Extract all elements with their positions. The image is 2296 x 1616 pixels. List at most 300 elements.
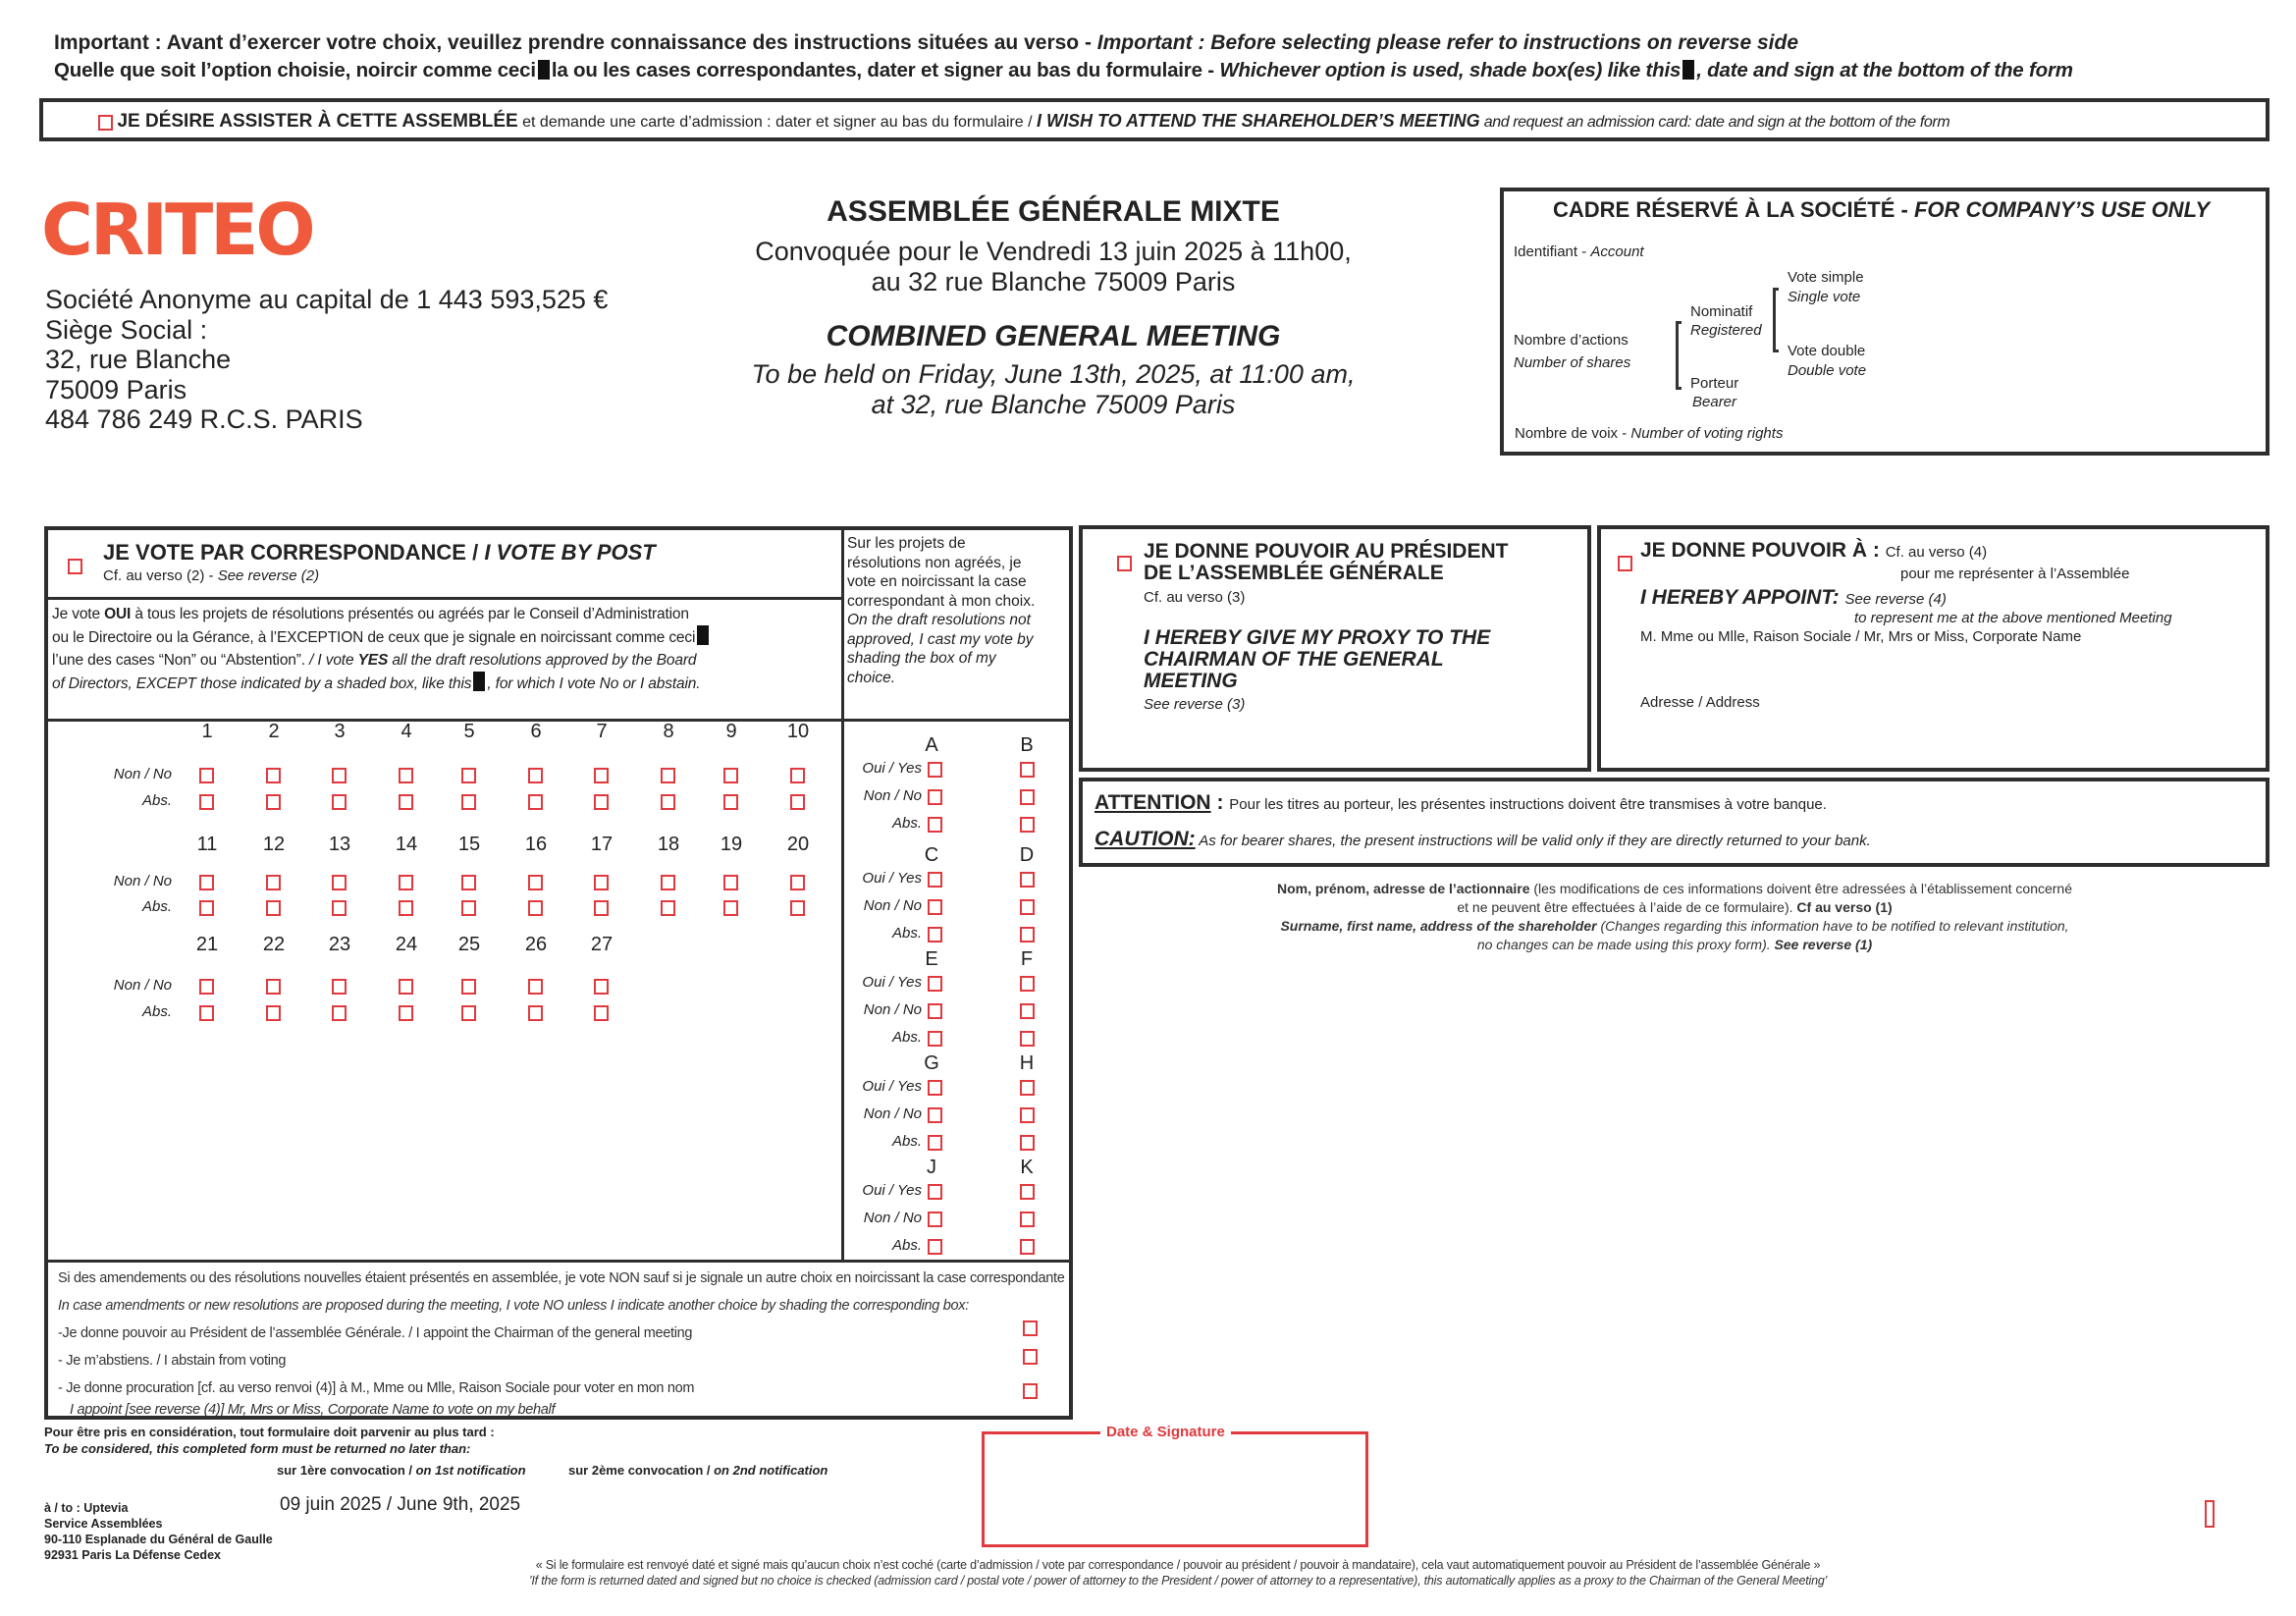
label-yes: Oui / Yes bbox=[862, 760, 922, 777]
resolution-letter: J bbox=[927, 1157, 936, 1178]
label-yes: Oui / Yes bbox=[862, 870, 922, 887]
resolution-number: 1 bbox=[201, 721, 213, 742]
label-no: Non / No bbox=[863, 1001, 922, 1018]
resolution-F-yes-checkbox[interactable] bbox=[1020, 976, 1035, 992]
resolution-B-yes-checkbox[interactable] bbox=[1020, 762, 1035, 778]
second-notification bbox=[568, 1463, 828, 1478]
resolution-H-no-checkbox-wrap bbox=[1020, 1106, 1035, 1124]
label-no: Non / No bbox=[863, 787, 922, 804]
resolution-F-no-checkbox[interactable] bbox=[1020, 1003, 1035, 1019]
bearer-en: Bearer bbox=[1692, 394, 1737, 410]
attend-row bbox=[98, 111, 1949, 133]
resolution-7-no-checkbox[interactable] bbox=[594, 768, 609, 783]
attend-title: JE DÉSIRE ASSISTER À CETTE ASSEMBLÉE bbox=[117, 111, 518, 132]
vote-by-post-checkbox[interactable] bbox=[68, 559, 82, 574]
divider bbox=[841, 530, 844, 1262]
shaded-box-icon bbox=[538, 60, 550, 80]
resolution-E-no-checkbox-wrap bbox=[928, 1002, 942, 1020]
resolution-8-abs-checkbox[interactable] bbox=[661, 794, 675, 810]
resolution-8-no-checkbox[interactable] bbox=[661, 768, 675, 783]
resolution-C-yes-checkbox[interactable] bbox=[928, 872, 942, 888]
resolution-G-no-checkbox-wrap bbox=[928, 1106, 942, 1124]
resolution-number: 18 bbox=[657, 834, 680, 855]
resolution-20-abs-checkbox-wrap bbox=[790, 899, 805, 917]
header-line-2-en-b: , date and sign at the bottom of the form bbox=[1696, 59, 2073, 81]
president-title-1: JE DONNE POUVOIR AU PRÉSIDENT bbox=[1144, 540, 1509, 563]
bearer-fr: Porteur bbox=[1690, 375, 1739, 392]
resolution-number: 7 bbox=[596, 721, 608, 742]
resolution-K-no-checkbox-wrap bbox=[1020, 1211, 1035, 1228]
resolution-H-yes-checkbox[interactable] bbox=[1020, 1080, 1035, 1096]
meeting-fr-2: au 32 rue Blanche 75009 Paris bbox=[871, 267, 1236, 296]
resolution-B-yes-checkbox-wrap bbox=[1020, 761, 1035, 779]
resolution-K-abs-checkbox-wrap bbox=[1020, 1238, 1035, 1256]
resolution-18-abs-checkbox[interactable] bbox=[661, 900, 675, 916]
second-label: sur 2ème convocation / bbox=[568, 1463, 715, 1478]
company-use-title-en: FOR COMPANY’S USE ONLY bbox=[1913, 197, 2211, 222]
resolution-8-abs-checkbox-wrap bbox=[661, 793, 675, 811]
resolution-4-abs-checkbox[interactable] bbox=[399, 794, 413, 810]
divider bbox=[48, 1260, 1069, 1263]
account-fr: Identifiant - bbox=[1514, 243, 1591, 260]
deadline-date: 09 juin 2025 / June 9th, 2025 bbox=[280, 1494, 521, 1515]
resolution-13-abs-checkbox[interactable] bbox=[332, 900, 347, 916]
company-rcs: 484 786 249 R.C.S. PARIS bbox=[45, 404, 363, 434]
resolution-C-no-checkbox[interactable] bbox=[928, 899, 942, 915]
attend-checkbox[interactable] bbox=[98, 115, 113, 131]
resolution-H-abs-checkbox[interactable] bbox=[1020, 1135, 1035, 1151]
resolution-E-abs-checkbox[interactable] bbox=[928, 1031, 942, 1047]
resolution-1-abs-checkbox[interactable] bbox=[199, 794, 214, 810]
resolution-number: 10 bbox=[786, 721, 810, 742]
resolution-15-no-checkbox[interactable] bbox=[461, 875, 476, 890]
resolution-17-no-checkbox-wrap bbox=[594, 874, 609, 891]
resolution-10-abs-checkbox-wrap bbox=[790, 793, 805, 811]
shareholder-fr-b: Nom, prénom, adresse de l’actionnaire bbox=[1276, 881, 1530, 896]
resolution-5-no-checkbox[interactable] bbox=[461, 768, 476, 783]
resolution-25-no-checkbox-wrap bbox=[461, 978, 476, 996]
appoint-address-label[interactable]: Adresse / Address bbox=[1640, 694, 1760, 711]
attention-sep: : bbox=[1210, 791, 1230, 814]
resolution-G-no-checkbox[interactable] bbox=[928, 1107, 942, 1123]
unapproved-fr-2: vote en noircissant la case bbox=[847, 573, 1027, 590]
header-line-1-en: Important : Before selecting please refer to instructions on reverse side bbox=[1096, 31, 1799, 54]
address-to: à / to : Uptevia bbox=[44, 1501, 129, 1515]
resolution-19-no-checkbox[interactable] bbox=[723, 875, 738, 890]
resolution-K-no-checkbox[interactable] bbox=[1020, 1212, 1035, 1227]
resolution-23-abs-checkbox[interactable] bbox=[332, 1005, 347, 1021]
appoint-en-2: to represent me at the above mentioned Meeting bbox=[1854, 610, 2172, 626]
shareholder-fr-2: et ne peuvent être effectuées à l’aide de ce formulaire). bbox=[1457, 899, 1797, 915]
resolution-number: 9 bbox=[725, 721, 737, 742]
resolution-J-yes-checkbox[interactable] bbox=[928, 1184, 942, 1200]
first-label-en: on 1st notification bbox=[415, 1463, 526, 1478]
resolution-6-abs-checkbox[interactable] bbox=[528, 794, 543, 810]
return-address bbox=[44, 1500, 273, 1563]
resolution-13-no-checkbox-wrap bbox=[332, 874, 347, 891]
shares-en: Number of shares bbox=[1514, 354, 1631, 371]
resolution-17-abs-checkbox[interactable] bbox=[594, 900, 609, 916]
amend-opt-chairman: -Je donne pouvoir au Président de l’assemblée Générale. / I appoint the Chairman of the general meeting bbox=[58, 1325, 693, 1341]
first-notification bbox=[277, 1463, 526, 1478]
resolution-number: 21 bbox=[195, 934, 219, 955]
resolution-letter: C bbox=[924, 844, 939, 866]
resolution-16-no-checkbox[interactable] bbox=[528, 875, 543, 890]
resolution-C-abs-checkbox-wrap bbox=[928, 926, 942, 943]
resolution-number: 27 bbox=[590, 934, 614, 955]
attention-box bbox=[1079, 778, 2269, 867]
resolution-H-no-checkbox[interactable] bbox=[1020, 1107, 1035, 1123]
label-no: Non / No bbox=[113, 873, 172, 889]
resolution-letter: G bbox=[924, 1052, 939, 1074]
resolution-20-abs-checkbox[interactable] bbox=[790, 900, 805, 916]
resolution-B-abs-checkbox[interactable] bbox=[1020, 817, 1035, 833]
meeting-fr-1: Convoquée pour le Vendredi 13 juin 2025 à 11h00, bbox=[755, 237, 1352, 266]
label-abs: Abs. bbox=[141, 898, 172, 915]
account-en: Account bbox=[1590, 243, 1644, 260]
resolution-7-abs-checkbox[interactable] bbox=[594, 794, 609, 810]
amend-en: In case amendments or new resolutions are proposed during the meeting, I vote NO unless I indicate another choice by shading the corresponding box: bbox=[58, 1298, 969, 1314]
attention-text: Pour les titres au porteur, les présentes instructions doivent être transmises à votre banque. bbox=[1229, 796, 1827, 813]
resolution-D-no-checkbox[interactable] bbox=[1020, 899, 1035, 915]
resolution-14-abs-checkbox[interactable] bbox=[399, 900, 413, 916]
resolution-9-no-checkbox-wrap bbox=[723, 767, 738, 784]
resolution-E-no-checkbox[interactable] bbox=[928, 1003, 942, 1019]
resolution-J-no-checkbox[interactable] bbox=[928, 1212, 942, 1227]
resolution-C-no-checkbox-wrap bbox=[928, 898, 942, 916]
resolution-F-no-checkbox-wrap bbox=[1020, 1002, 1035, 1020]
resolution-E-yes-checkbox[interactable] bbox=[928, 976, 942, 992]
resolution-25-no-checkbox[interactable] bbox=[461, 979, 476, 995]
resolution-B-abs-checkbox-wrap bbox=[1020, 816, 1035, 834]
resolution-26-abs-checkbox[interactable] bbox=[528, 1005, 543, 1021]
resolution-9-abs-checkbox-wrap bbox=[723, 793, 738, 811]
resolution-number: 6 bbox=[530, 721, 542, 742]
resolution-letter: E bbox=[925, 948, 938, 970]
attention-label: ATTENTION bbox=[1095, 791, 1211, 814]
criteo-logo: CRITEO bbox=[41, 189, 313, 271]
resolution-number: 12 bbox=[262, 834, 286, 855]
resolution-21-abs-checkbox[interactable] bbox=[199, 1005, 214, 1021]
single-vote-fr: Vote simple bbox=[1788, 269, 1864, 286]
resolution-number: 14 bbox=[395, 834, 418, 855]
resolution-27-abs-checkbox-wrap bbox=[594, 1004, 609, 1022]
appoint-ref-fr: Cf. au verso (4) bbox=[1885, 544, 1988, 561]
resolution-8-no-checkbox-wrap bbox=[661, 767, 675, 784]
resolution-21-no-checkbox-wrap bbox=[199, 978, 214, 996]
resolution-14-abs-checkbox-wrap bbox=[399, 899, 413, 917]
resolution-24-no-checkbox[interactable] bbox=[399, 979, 413, 995]
attention-en bbox=[1095, 828, 1871, 851]
resolution-21-abs-checkbox-wrap bbox=[199, 1004, 214, 1022]
company-capital: Société Anonyme au capital de 1 443 593,525 € bbox=[45, 285, 609, 314]
resolution-G-yes-checkbox-wrap bbox=[928, 1079, 942, 1097]
company-use-box bbox=[1500, 188, 2269, 456]
p3-yes: YES bbox=[357, 652, 389, 669]
divider bbox=[48, 597, 841, 600]
attend-en: and request an admission card: date and sign at the bottom of the form bbox=[1479, 114, 1950, 131]
resolution-16-abs-checkbox[interactable] bbox=[528, 900, 543, 916]
single-vote-en: Single vote bbox=[1788, 289, 1861, 305]
resolution-letter: D bbox=[1019, 844, 1035, 866]
resolution-J-abs-checkbox-wrap bbox=[928, 1238, 942, 1256]
bracket bbox=[1773, 288, 1779, 352]
resolution-number: 17 bbox=[590, 834, 614, 855]
president-ref-en: See reverse (3) bbox=[1144, 696, 1246, 713]
amend-fr: Si des amendements ou des résolutions nouvelles étaient présentés en assemblée, je vote NON sauf si je signale un autre choix en noircissant la case correspondante : bbox=[58, 1270, 1072, 1286]
resolution-11-no-checkbox[interactable] bbox=[199, 875, 214, 890]
resolution-11-abs-checkbox[interactable] bbox=[199, 900, 214, 916]
resolution-25-abs-checkbox[interactable] bbox=[461, 1005, 476, 1021]
resolution-K-yes-checkbox[interactable] bbox=[1020, 1184, 1035, 1200]
resolution-2-no-checkbox[interactable] bbox=[266, 768, 281, 783]
resolution-D-yes-checkbox-wrap bbox=[1020, 871, 1035, 889]
president-ref-fr: Cf. au verso (3) bbox=[1144, 589, 1246, 606]
resolution-15-no-checkbox-wrap bbox=[461, 874, 476, 891]
resolution-23-no-checkbox[interactable] bbox=[332, 979, 347, 995]
president-proxy-checkbox[interactable] bbox=[1117, 556, 1132, 571]
header-line-2-fr: Quelle que soit l’option choisie, noircir comme ceci bbox=[54, 59, 536, 81]
amend-abstain-checkbox[interactable] bbox=[1023, 1349, 1038, 1365]
resolution-22-abs-checkbox[interactable] bbox=[266, 1005, 281, 1021]
address-line-1: 90-110 Esplanade du Général de Gaulle bbox=[44, 1533, 273, 1546]
amend-opt-abstain: - Je m’abstiens. / I abstain from voting bbox=[58, 1353, 287, 1369]
double-vote-fr: Vote double bbox=[1788, 343, 1866, 359]
resolution-4-no-checkbox[interactable] bbox=[399, 768, 413, 783]
resolution-4-abs-checkbox-wrap bbox=[399, 793, 413, 811]
resolution-23-abs-checkbox-wrap bbox=[332, 1004, 347, 1022]
president-en bbox=[1144, 627, 1490, 692]
label-no: Non / No bbox=[863, 897, 922, 914]
unapproved-en-0: On the draft resolutions not bbox=[847, 612, 1031, 628]
resolution-number: 2 bbox=[268, 721, 280, 742]
vote-by-post-title bbox=[103, 540, 656, 566]
p3-en: / I vote bbox=[309, 652, 358, 669]
resolution-2-abs-checkbox[interactable] bbox=[266, 794, 281, 810]
first-label: sur 1ère convocation / bbox=[277, 1463, 416, 1478]
resolution-A-abs-checkbox[interactable] bbox=[928, 817, 942, 833]
resolution-12-abs-checkbox[interactable] bbox=[266, 900, 281, 916]
resolution-number: 20 bbox=[786, 834, 810, 855]
address-line-0: Service Assemblées bbox=[44, 1517, 163, 1531]
resolution-A-abs-checkbox-wrap bbox=[928, 816, 942, 834]
resolution-9-no-checkbox[interactable] bbox=[723, 768, 738, 783]
voting-en: Number of voting rights bbox=[1630, 425, 1784, 442]
resolution-number: 16 bbox=[524, 834, 548, 855]
resolution-27-abs-checkbox[interactable] bbox=[594, 1005, 609, 1021]
resolution-10-abs-checkbox[interactable] bbox=[790, 794, 805, 810]
resolution-27-no-checkbox[interactable] bbox=[594, 979, 609, 995]
vote-instructions bbox=[52, 603, 711, 695]
caution-text: As for bearer shares, the present instructions will be valid only if they are directly returned to your bank. bbox=[1195, 833, 1871, 849]
resolution-26-no-checkbox-wrap bbox=[528, 978, 543, 996]
resolution-12-no-checkbox[interactable] bbox=[266, 875, 281, 890]
appoint-title bbox=[1640, 539, 1987, 563]
resolution-J-yes-checkbox-wrap bbox=[928, 1183, 942, 1201]
resolution-D-yes-checkbox[interactable] bbox=[1020, 872, 1035, 888]
resolution-19-abs-checkbox[interactable] bbox=[723, 900, 738, 916]
appoint-proxy-checkbox[interactable] bbox=[1618, 556, 1632, 571]
unapproved-fr-1: résolutions non agréés, je bbox=[847, 554, 1022, 571]
attend-box bbox=[39, 98, 2269, 141]
second-label-en: on 2nd notification bbox=[714, 1463, 828, 1478]
resolution-1-no-checkbox[interactable] bbox=[199, 768, 214, 783]
resolution-19-no-checkbox-wrap bbox=[723, 874, 738, 891]
label-yes: Oui / Yes bbox=[862, 1078, 922, 1095]
voting-rights-label bbox=[1515, 425, 1783, 442]
resolution-number: 5 bbox=[463, 721, 475, 742]
resolution-15-abs-checkbox[interactable] bbox=[461, 900, 476, 916]
resolution-24-no-checkbox-wrap bbox=[399, 978, 413, 996]
resolution-A-yes-checkbox[interactable] bbox=[928, 762, 942, 778]
resolution-9-abs-checkbox[interactable] bbox=[723, 794, 738, 810]
label-no: Non / No bbox=[863, 1210, 922, 1226]
appoint-fr-2: pour me représenter à l’Assemblée bbox=[1900, 566, 2130, 582]
resolution-D-no-checkbox-wrap bbox=[1020, 898, 1035, 916]
registration-mark bbox=[2205, 1500, 2215, 1528]
resolution-20-no-checkbox-wrap bbox=[790, 874, 805, 891]
resolution-24-abs-checkbox[interactable] bbox=[399, 1005, 413, 1021]
resolution-21-no-checkbox[interactable] bbox=[199, 979, 214, 995]
resolution-C-abs-checkbox[interactable] bbox=[928, 927, 942, 943]
resolution-number: 19 bbox=[720, 834, 743, 855]
resolution-C-yes-checkbox-wrap bbox=[928, 871, 942, 889]
resolution-number: 26 bbox=[524, 934, 548, 955]
header-line-2 bbox=[54, 59, 2073, 82]
resolution-5-abs-checkbox[interactable] bbox=[461, 794, 476, 810]
header-line-1 bbox=[54, 31, 1798, 55]
amend-opt-proxy-en: I appoint [see reverse (4)] Mr, Mrs or Miss, Corporate Name to vote on my behalf bbox=[70, 1402, 556, 1418]
footer-fr: « Si le formulaire est renvoyé daté et signé mais qu’aucun choix n’est coché (carte d’admission / vote par correspondance / pouvoir au président / pouvoir à mandataire), cela vaut automatiquement pouvoir au Président de l’assemblée Générale » bbox=[535, 1558, 1821, 1572]
resolution-6-no-checkbox[interactable] bbox=[528, 768, 543, 783]
appoint-title-en-row bbox=[1640, 586, 1947, 610]
company-use-title bbox=[1553, 197, 2210, 223]
resolution-letter: F bbox=[1020, 948, 1034, 970]
resolution-5-no-checkbox-wrap bbox=[461, 767, 476, 784]
resolution-H-yes-checkbox-wrap bbox=[1020, 1079, 1035, 1097]
resolution-23-no-checkbox-wrap bbox=[332, 978, 347, 996]
resolution-14-no-checkbox[interactable] bbox=[399, 875, 413, 890]
header-line-2-en: Whichever option is used, shade box(es) like this bbox=[1219, 59, 1682, 81]
footer-en: ’If the form is returned dated and signed but no choice is checked (admission card / postal vote / power of attorney to the President / power of attorney to a representative), this automatically applies as a proxy to the Chairman of the General Meeting’ bbox=[528, 1574, 1828, 1588]
resolution-24-abs-checkbox-wrap bbox=[399, 1004, 413, 1022]
p4: of Directors, EXCEPT those indicated by a shaded box, like this bbox=[52, 675, 472, 692]
resolution-B-no-checkbox-wrap bbox=[1020, 788, 1035, 806]
shareholder-en-b: Surname, first name, address of the shareholder bbox=[1280, 918, 1597, 934]
resolution-3-no-checkbox[interactable] bbox=[332, 768, 347, 783]
p2: ou le Directoire ou la Gérance, à l’EXCEPTION de ceux que je signale en noircissant comme ceci bbox=[52, 629, 696, 646]
resolution-7-no-checkbox-wrap bbox=[594, 767, 609, 784]
vote-ref bbox=[103, 567, 319, 584]
resolution-D-abs-checkbox-wrap bbox=[1020, 926, 1035, 943]
attention-fr bbox=[1095, 791, 1827, 815]
resolution-F-abs-checkbox[interactable] bbox=[1020, 1031, 1035, 1047]
header-line-2-fr-b: la ou les cases correspondantes, dater et signer au bas du formulaire - bbox=[551, 59, 1220, 81]
resolution-25-abs-checkbox-wrap bbox=[461, 1004, 476, 1022]
label-abs: Abs. bbox=[891, 925, 922, 942]
resolution-27-no-checkbox-wrap bbox=[594, 978, 609, 996]
resolution-D-abs-checkbox[interactable] bbox=[1020, 927, 1035, 943]
unapproved-en-2: shading the box of my bbox=[847, 650, 996, 667]
meeting-en-1: To be held on Friday, June 13th, 2025, at 11:00 am, bbox=[751, 359, 1356, 389]
resolution-G-abs-checkbox[interactable] bbox=[928, 1135, 942, 1151]
appoint-name-label[interactable]: M. Mme ou Mlle, Raison Sociale / Mr, Mrs or Miss, Corporate Name bbox=[1640, 628, 2082, 645]
amend-chairman-checkbox[interactable] bbox=[1023, 1320, 1038, 1336]
p3-en-b: all the draft resolutions approved by the Board bbox=[388, 652, 697, 669]
resolution-12-no-checkbox-wrap bbox=[266, 874, 281, 891]
resolution-3-abs-checkbox-wrap bbox=[332, 793, 347, 811]
amend-proxy-checkbox[interactable] bbox=[1023, 1383, 1038, 1399]
resolution-F-abs-checkbox-wrap bbox=[1020, 1030, 1035, 1048]
label-abs: Abs. bbox=[891, 1029, 922, 1046]
resolution-A-no-checkbox[interactable] bbox=[928, 789, 942, 805]
president-en-3: MEETING bbox=[1144, 670, 1238, 692]
account-label bbox=[1514, 243, 1644, 260]
resolution-12-abs-checkbox-wrap bbox=[266, 899, 281, 917]
resolution-3-abs-checkbox[interactable] bbox=[332, 794, 347, 810]
label-abs: Abs. bbox=[891, 1237, 922, 1254]
resolution-26-no-checkbox[interactable] bbox=[528, 979, 543, 995]
resolution-17-no-checkbox[interactable] bbox=[594, 875, 609, 890]
resolution-18-abs-checkbox-wrap bbox=[661, 899, 675, 917]
resolution-J-no-checkbox-wrap bbox=[928, 1211, 942, 1228]
label-no: Non / No bbox=[863, 1105, 922, 1122]
attend-fr: et demande une carte d’admission : dater et signer au bas du formulaire / bbox=[517, 114, 1037, 131]
resolution-number: 13 bbox=[328, 834, 351, 855]
resolution-A-no-checkbox-wrap bbox=[928, 788, 942, 806]
resolution-1-abs-checkbox-wrap bbox=[199, 793, 214, 811]
resolution-B-no-checkbox[interactable] bbox=[1020, 789, 1035, 805]
company-street: 32, rue Blanche bbox=[45, 345, 232, 374]
appoint-title-en: I HEREBY APPOINT: bbox=[1640, 586, 1845, 609]
appoint-title-fr: JE DONNE POUVOIR À : bbox=[1640, 539, 1886, 562]
resolution-22-no-checkbox-wrap bbox=[266, 978, 281, 996]
company-use-title-fr: CADRE RÉSERVÉ À LA SOCIÉTÉ - bbox=[1553, 197, 1914, 222]
resolution-6-abs-checkbox-wrap bbox=[528, 793, 543, 811]
deadline-fr: Pour être pris en considération, tout formulaire doit parvenir au plus tard : bbox=[44, 1425, 495, 1439]
signature-label: Date & Signature bbox=[1100, 1424, 1231, 1440]
resolution-letter: K bbox=[1020, 1157, 1034, 1178]
shareholder-en-2: no changes can be made using this proxy form). bbox=[1476, 937, 1775, 952]
resolution-16-no-checkbox-wrap bbox=[528, 874, 543, 891]
vote-ref-fr: Cf. au verso (2) - bbox=[103, 567, 218, 584]
resolution-K-abs-checkbox[interactable] bbox=[1020, 1239, 1035, 1255]
label-no: Non / No bbox=[113, 766, 172, 782]
label-no: Non / No bbox=[113, 977, 172, 994]
vote-ref-en: See reverse (2) bbox=[217, 567, 320, 584]
vote-title-fr: JE VOTE PAR CORRESPONDANCE / bbox=[103, 540, 485, 565]
attend-en-title: I WISH TO ATTEND THE SHAREHOLDER’S MEETING bbox=[1036, 111, 1480, 131]
shaded-box-icon bbox=[697, 625, 709, 645]
address-line-2: 92931 Paris La Défense Cedex bbox=[44, 1548, 221, 1562]
resolution-G-yes-checkbox[interactable] bbox=[928, 1080, 942, 1096]
resolution-20-no-checkbox[interactable] bbox=[790, 875, 805, 890]
resolution-18-no-checkbox[interactable] bbox=[661, 875, 675, 890]
signature-box[interactable] bbox=[982, 1424, 1368, 1547]
resolution-number: 23 bbox=[328, 934, 351, 955]
label-abs: Abs. bbox=[891, 1133, 922, 1150]
resolution-18-no-checkbox-wrap bbox=[661, 874, 675, 891]
shares-fr: Nombre d’actions bbox=[1514, 332, 1629, 349]
resolution-10-no-checkbox[interactable] bbox=[790, 768, 805, 783]
resolution-number: 3 bbox=[334, 721, 346, 742]
shareholder-info bbox=[1080, 880, 2269, 954]
resolution-J-abs-checkbox[interactable] bbox=[928, 1239, 942, 1255]
president-en-1: I HEREBY GIVE MY PROXY TO THE bbox=[1144, 626, 1491, 649]
unapproved-fr-0: Sur les projets de bbox=[847, 535, 966, 552]
resolution-22-no-checkbox[interactable] bbox=[266, 979, 281, 995]
resolution-13-no-checkbox[interactable] bbox=[332, 875, 347, 890]
